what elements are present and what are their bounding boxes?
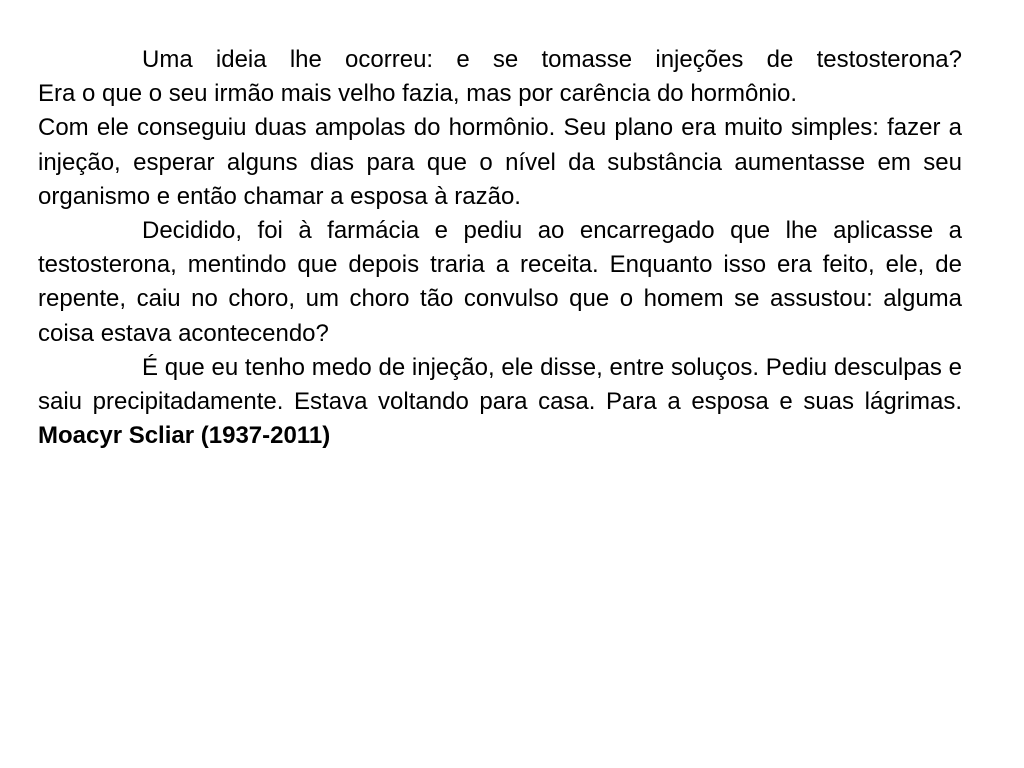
paragraph-2: Com ele conseguiu duas ampolas do hormônio. Seu plano era muito simples: fazer a injeção, esperar alguns dias para que o nível da substância aumentasse em seu organismo e então chamar a esposa à razão.: [38, 114, 962, 210]
paragraph-4-text: É que eu tenho medo de injeção, ele disse, entre soluços. Pediu desculpas e saiu precipitadamente. Estava voltando para casa. Para a esposa e suas lágrimas.: [38, 353, 962, 416]
paragraph-1-first-line: Uma ideia lhe ocorreu: e se tomasse injeções de testosterona?: [142, 46, 962, 73]
story-text: [38, 43, 962, 453]
paragraph-3: Decidido, foi à farmácia e pediu ao encarregado que lhe aplicasse a testosterona, mentindo que depois traria a receita. Enquanto isso era feito, ele, de repente, caiu no choro, um choro tão convulso que o homem se assustou: alguma coisa estava acontecendo?: [38, 217, 962, 347]
paragraph-1-continuation: Era o que o seu irmão mais velho fazia, mas por carência do hormônio.: [38, 80, 798, 108]
paragraph-4: [38, 351, 962, 454]
author-credit: Moacyr Scliar (1937-2011): [38, 422, 331, 450]
